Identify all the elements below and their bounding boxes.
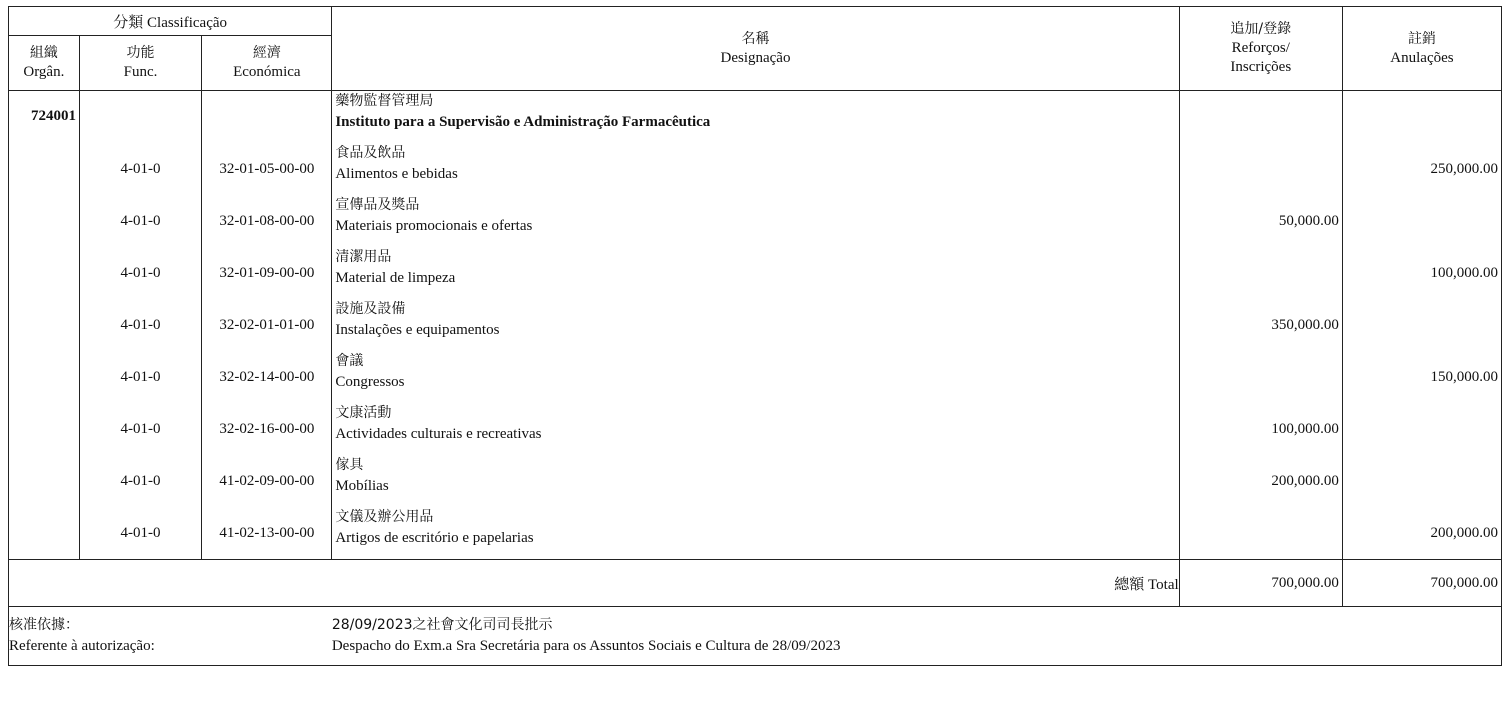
row-anulacao: 200,000.00 bbox=[1430, 524, 1498, 541]
reforcos-header: 追加/登錄 Reforços/ Inscrições bbox=[1179, 7, 1342, 91]
total-reforcos: 700,000.00 bbox=[1179, 560, 1342, 607]
row-eco: 32-01-08-00-00 bbox=[219, 212, 315, 229]
row-reforco bbox=[1180, 351, 1342, 403]
row-designation: 宣傳品及獎品 Materiais promocionais e ofertas bbox=[335, 197, 533, 234]
row-func: 4-01-0 bbox=[120, 524, 161, 541]
total-anulacoes: 700,000.00 bbox=[1342, 560, 1501, 607]
organ-header: 組織 Orgân. bbox=[9, 36, 80, 91]
row-anulacao: 250,000.00 bbox=[1430, 160, 1498, 177]
row-eco: 41-02-13-00-00 bbox=[219, 524, 315, 541]
row-eco: 32-02-16-00-00 bbox=[219, 420, 315, 437]
budget-table bbox=[8, 6, 1502, 666]
total-row bbox=[9, 560, 1502, 607]
row-designation: 食品及飲品 Alimentos e bebidas bbox=[335, 145, 458, 182]
function-header: 功能 Func. bbox=[79, 36, 202, 91]
row-reforco bbox=[1180, 247, 1342, 299]
row-designation: 文儀及辦公用品 Artigos de escritório e papelarias bbox=[335, 509, 534, 546]
designation-column bbox=[332, 91, 1179, 560]
organ-code: 724001 bbox=[31, 108, 76, 124]
reforcos-column bbox=[1179, 91, 1342, 560]
organ-column bbox=[9, 91, 80, 560]
row-func: 4-01-0 bbox=[120, 472, 161, 489]
row-designation: 傢具 Mobílias bbox=[335, 457, 389, 494]
row-designation: 會議 Congressos bbox=[335, 353, 405, 390]
row-anulacao bbox=[1343, 299, 1501, 351]
total-label: 總額 Total bbox=[9, 560, 1180, 607]
row-designation: 文康活動 Actividades culturais e recreativas bbox=[335, 405, 542, 442]
row-func: 4-01-0 bbox=[120, 160, 161, 177]
row-anulacao: 150,000.00 bbox=[1430, 368, 1498, 385]
organ-name: 藥物監督管理局 Instituto para a Supervisão e Administração Farmacêutica bbox=[335, 93, 711, 130]
row-reforco: 50,000.00 bbox=[1278, 212, 1339, 229]
row-designation: 設施及設備 Instalações e equipamentos bbox=[335, 301, 500, 338]
authorization-row bbox=[9, 607, 1502, 666]
row-reforco: 100,000.00 bbox=[1271, 420, 1339, 437]
authorization-label: 核准依據： Referente à autorização: bbox=[9, 607, 332, 666]
economic-header: 經濟 Económica bbox=[202, 36, 332, 91]
row-func: 4-01-0 bbox=[120, 420, 161, 437]
designation-header: 名稱 Designação bbox=[332, 7, 1179, 91]
function-column bbox=[79, 91, 202, 560]
row-eco: 32-01-05-00-00 bbox=[219, 160, 315, 177]
row-anulacao bbox=[1343, 455, 1501, 507]
row-func: 4-01-0 bbox=[120, 316, 161, 333]
row-designation: 清潔用品 Material de limpeza bbox=[335, 249, 456, 286]
row-reforco bbox=[1180, 507, 1342, 559]
classification-header: 分類 Classificação bbox=[9, 7, 332, 36]
anulacoes-column bbox=[1342, 91, 1501, 560]
row-func: 4-01-0 bbox=[120, 212, 161, 229]
row-reforco bbox=[1180, 143, 1342, 195]
row-func: 4-01-0 bbox=[120, 264, 161, 281]
row-reforco: 350,000.00 bbox=[1271, 316, 1339, 333]
economic-column bbox=[202, 91, 332, 560]
row-eco: 32-02-14-00-00 bbox=[219, 368, 315, 385]
row-eco: 41-02-09-00-00 bbox=[219, 472, 315, 489]
row-anulacao bbox=[1343, 403, 1501, 455]
row-eco: 32-01-09-00-00 bbox=[219, 264, 315, 281]
authorization-text: 28/09/2023之社會文化司司長批示 Despacho do Exm.a Sra Secretária para os Assuntos Sociais e Cultura de 28/09/2023 bbox=[332, 607, 1502, 666]
row-func: 4-01-0 bbox=[120, 368, 161, 385]
row-eco: 32-02-01-01-00 bbox=[219, 316, 315, 333]
row-reforco: 200,000.00 bbox=[1271, 472, 1339, 489]
row-anulacao bbox=[1343, 195, 1501, 247]
anulacoes-header: 註銷 Anulações bbox=[1342, 7, 1501, 91]
row-anulacao: 100,000.00 bbox=[1430, 264, 1498, 281]
